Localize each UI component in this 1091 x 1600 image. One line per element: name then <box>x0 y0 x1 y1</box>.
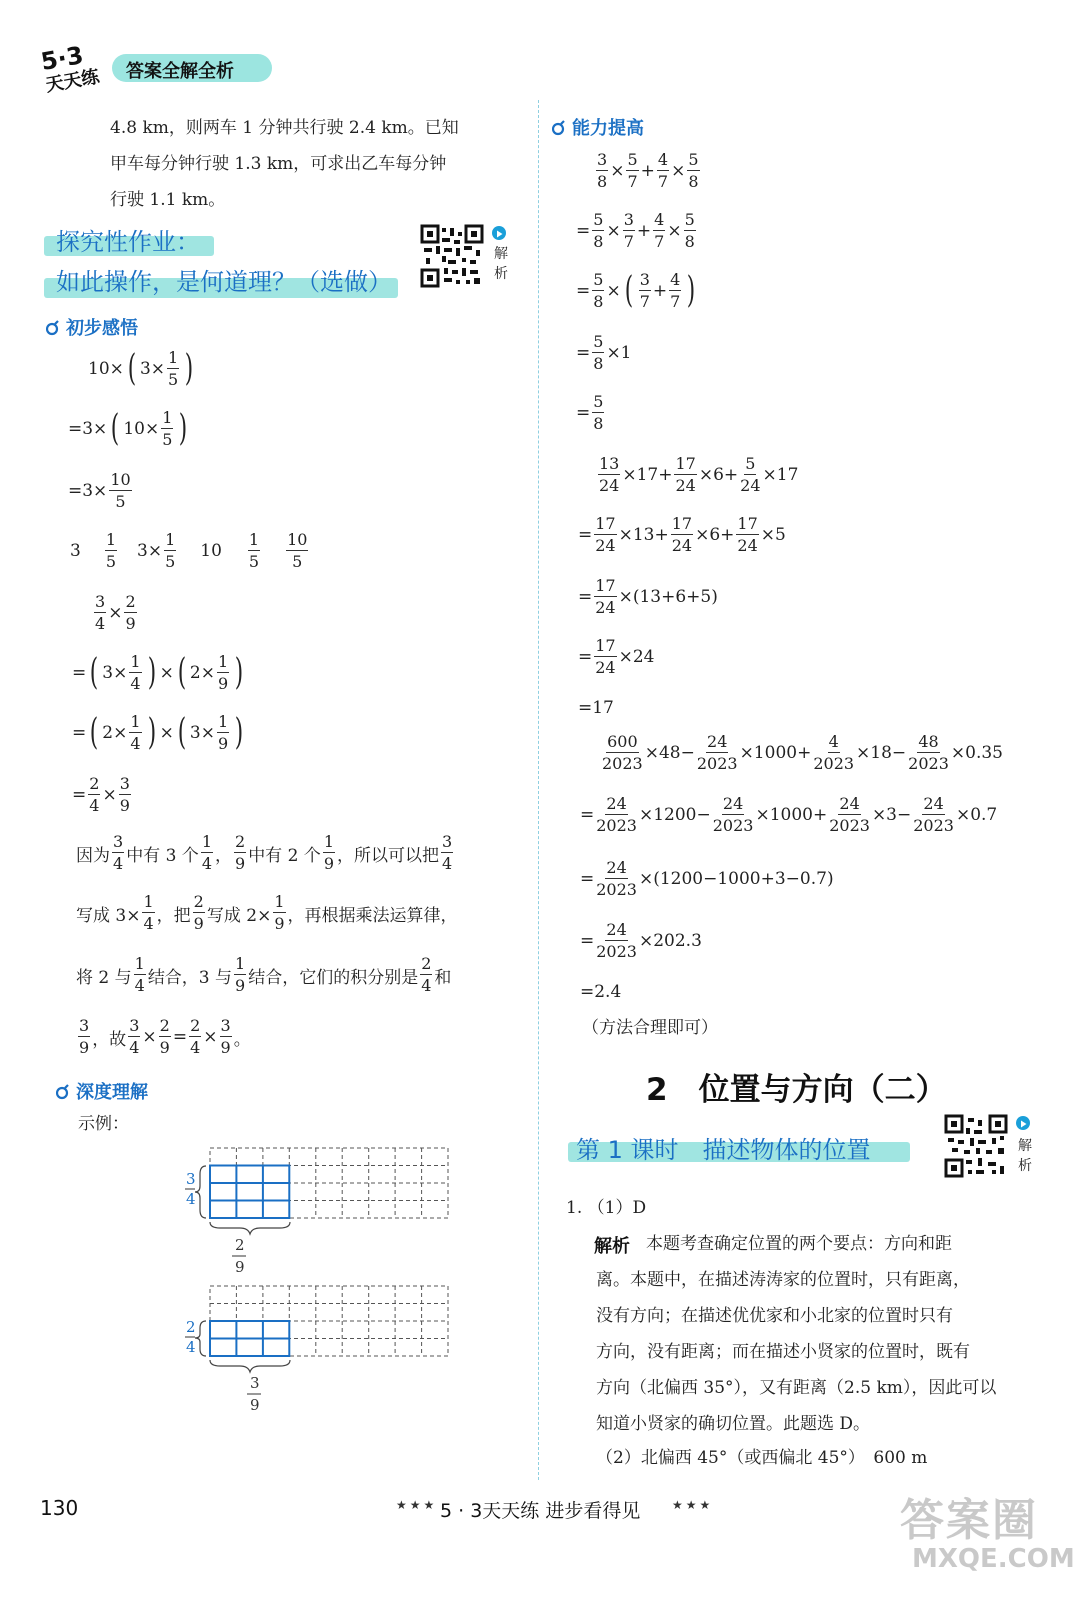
expr-8: = $\frac{2}{4}$ × $\frac{3}{9}$ <box>72 774 130 815</box>
expr-r7: = $\frac{17}{24}$ ×13+ $\frac{17}{24}$ ×6+ $\frac{17}{24}$ ×5 <box>578 514 786 555</box>
qr-label-1: 解 <box>1018 1138 1032 1154</box>
method-note: （方法合理即可） <box>582 1018 718 1038</box>
example-label: 示例： <box>78 1114 129 1134</box>
expr-r11: $\frac{600}{2023}$ ×48− $\frac{24}{2023}$ ×1000+ $\frac{4}{2023}$ ×18− $\frac{48}{2023}$ ×0.35 <box>602 732 1003 773</box>
svg-text:3: 3 <box>186 1170 196 1188</box>
expr-3: =3× $\frac{10}{5}$ <box>68 470 131 511</box>
bulb-icon <box>56 1084 70 1098</box>
qr-label-1: 解 <box>494 246 508 262</box>
inquiry-title-1: 探究性作业： <box>56 228 200 256</box>
svg-text:4: 4 <box>186 1338 196 1356</box>
expr-r9: = $\frac{17}{24}$ ×24 <box>578 636 655 677</box>
page-number: 130 <box>40 1496 79 1520</box>
play-icon <box>1016 1116 1030 1130</box>
footer-slogan: 5 · 3天天练 进步看得见 <box>440 1500 641 1522</box>
analysis-line-6: 知道小贤家的确切位置。此题选 D。 <box>596 1414 871 1434</box>
q1-head: 1. （1）D <box>566 1198 647 1218</box>
svg-text:3: 3 <box>250 1374 260 1392</box>
expr-r13: = $\frac{24}{2023}$ ×(1200−1000+3−0.7) <box>580 858 834 899</box>
svg-text:2: 2 <box>186 1318 196 1336</box>
expr-r12: = $\frac{24}{2023}$ ×1200− $\frac{24}{2023}$ ×1000+ $\frac{24}{2023}$ ×3− $\frac{24}{2023}$ ×0.7 <box>580 794 998 835</box>
section-heading-chubu: 初步感悟 <box>46 314 138 340</box>
section-heading-shendu: 深度理解 <box>56 1078 148 1104</box>
expr-r1: $\frac{3}{8}$ × $\frac{5}{7}$ + $\frac{4}{7}$ × $\frac{5}{8}$ <box>597 150 699 191</box>
qr-label-2: 析 <box>1018 1158 1032 1174</box>
explain-line-4: $\frac{3}{9}$ ，故 $\frac{3}{4}$ × $\frac{2}{9}$ = $\frac{2}{4}$ × $\frac{3}{9}$ 。 <box>79 1016 251 1057</box>
qr-code[interactable] <box>420 224 484 288</box>
column-divider <box>538 100 539 1480</box>
footer-dots-right: ★★★ <box>672 1498 714 1512</box>
intro-line-3: 行驶 1.1 km。 <box>110 190 226 210</box>
grid-diagram-1 <box>180 1140 460 1280</box>
expr-5: $\frac{3}{4}$ × $\frac{2}{9}$ <box>95 592 136 633</box>
chapter-title: 2 位置与方向（二） <box>646 1072 947 1108</box>
footer-dots-left: ★★★ <box>396 1498 438 1512</box>
intro-line-2: 甲车每分钟行驶 1.3 km，可求出乙车每分钟 <box>110 154 447 174</box>
section-heading-nengli: 能力提高 <box>552 114 644 140</box>
svg-text:2: 2 <box>235 1236 245 1254</box>
expr-r2: = $\frac{5}{8}$ × $\frac{3}{7}$ + $\frac{4}{7}$ × $\frac{5}{8}$ <box>576 210 695 251</box>
expr-r14: = $\frac{24}{2023}$ ×202.3 <box>580 920 702 961</box>
grid-diagram-2 <box>180 1278 460 1418</box>
expr-r10: =17 <box>578 698 614 718</box>
expr-6: = ( 3× $\frac{1}{4}$ ) × ( 2× $\frac{1}{9}$ ) <box>72 652 244 693</box>
analysis-line-5: 方向（北偏西 35°），又有距离（2.5 km），因此可以 <box>596 1378 997 1398</box>
qr-code[interactable] <box>944 1114 1008 1178</box>
lesson-title: 第 1 课时 描述物体的位置 <box>576 1136 871 1164</box>
expr-7: = ( 2× $\frac{1}{4}$ ) × ( 3× $\frac{1}{9}$ ) <box>72 712 244 753</box>
analysis-line-4: 方向，没有距离；而在描述小贤家的位置时，既有 <box>596 1342 970 1362</box>
svg-text:9: 9 <box>235 1258 245 1276</box>
expr-r4: = $\frac{5}{8}$ ×1 <box>576 332 632 373</box>
svg-text:9: 9 <box>250 1396 260 1414</box>
expr-4: 3 $\frac{1}{5}$ 3× $\frac{1}{5}$ 10 $\frac{1}{5}$ $\frac{10}{5}$ <box>70 530 308 571</box>
explain-line-1: 因为 $\frac{3}{4}$ 中有 3 个 $\frac{1}{4}$ ， $\frac{2}{9}$ 中有 2 个 $\frac{1}{9}$ ，所以可以把 $\frac{3}{4}$ <box>76 832 453 873</box>
analysis-line-1: 本题考查确定位置的两个要点：方向和距 <box>646 1234 952 1254</box>
analysis-label: 解析 <box>594 1236 630 1257</box>
bulb-icon <box>552 120 566 134</box>
header-badge-text: 答案全解全析 <box>126 61 234 82</box>
svg-text:5·3: 5·3 <box>40 45 86 77</box>
explain-line-3: 将 2 与 $\frac{1}{4}$ 结合，3 与 $\frac{1}{9}$ 结合，它们的积分别是 $\frac{2}{4}$ 和 <box>76 954 452 995</box>
q1-part2: （2）北偏西 45°（或西偏北 45°） 600 m <box>596 1448 928 1468</box>
expr-r3: = $\frac{5}{8}$ × ( $\frac{3}{7}$ + $\frac{4}{7}$ ) <box>576 270 696 311</box>
analysis-line-2: 离。本题中，在描述涛涛家的位置时，只有距离， <box>596 1270 970 1290</box>
intro-line-1: 4.8 km，则两车 1 分钟共行驶 2.4 km。已知 <box>110 118 459 138</box>
inquiry-title-2: 如此操作，是何道理？（选做） <box>56 268 392 296</box>
svg-text:天天练: 天天练 <box>44 66 101 93</box>
watermark-url: MXQE.COM <box>912 1544 1075 1574</box>
expr-r15: =2.4 <box>580 982 622 1002</box>
play-icon <box>492 226 506 240</box>
bulb-icon <box>46 320 60 334</box>
watermark: 答案圈 <box>900 1495 1038 1546</box>
expr-1: 10× ( 3× $\frac{1}{5}$ ) <box>88 348 194 389</box>
explain-line-2: 写成 3× $\frac{1}{4}$ ，把 $\frac{2}{9}$ 写成 2× $\frac{1}{9}$ ，再根据乘法运算律， <box>76 892 458 933</box>
qr-label-2: 析 <box>494 266 508 282</box>
expr-r8: = $\frac{17}{24}$ ×(13+6+5) <box>578 576 718 617</box>
analysis-line-3: 没有方向；在描述优优家和小北家的位置时只有 <box>596 1306 953 1326</box>
expr-2: =3× ( 10× $\frac{1}{5}$ ) <box>68 408 188 449</box>
logo <box>40 45 110 93</box>
expr-r5: = $\frac{5}{8}$ <box>576 392 604 433</box>
expr-r6: $\frac{13}{24}$ ×17+ $\frac{17}{24}$ ×6+ $\frac{5}{24}$ ×17 <box>599 454 799 495</box>
svg-text:4: 4 <box>186 1190 196 1208</box>
